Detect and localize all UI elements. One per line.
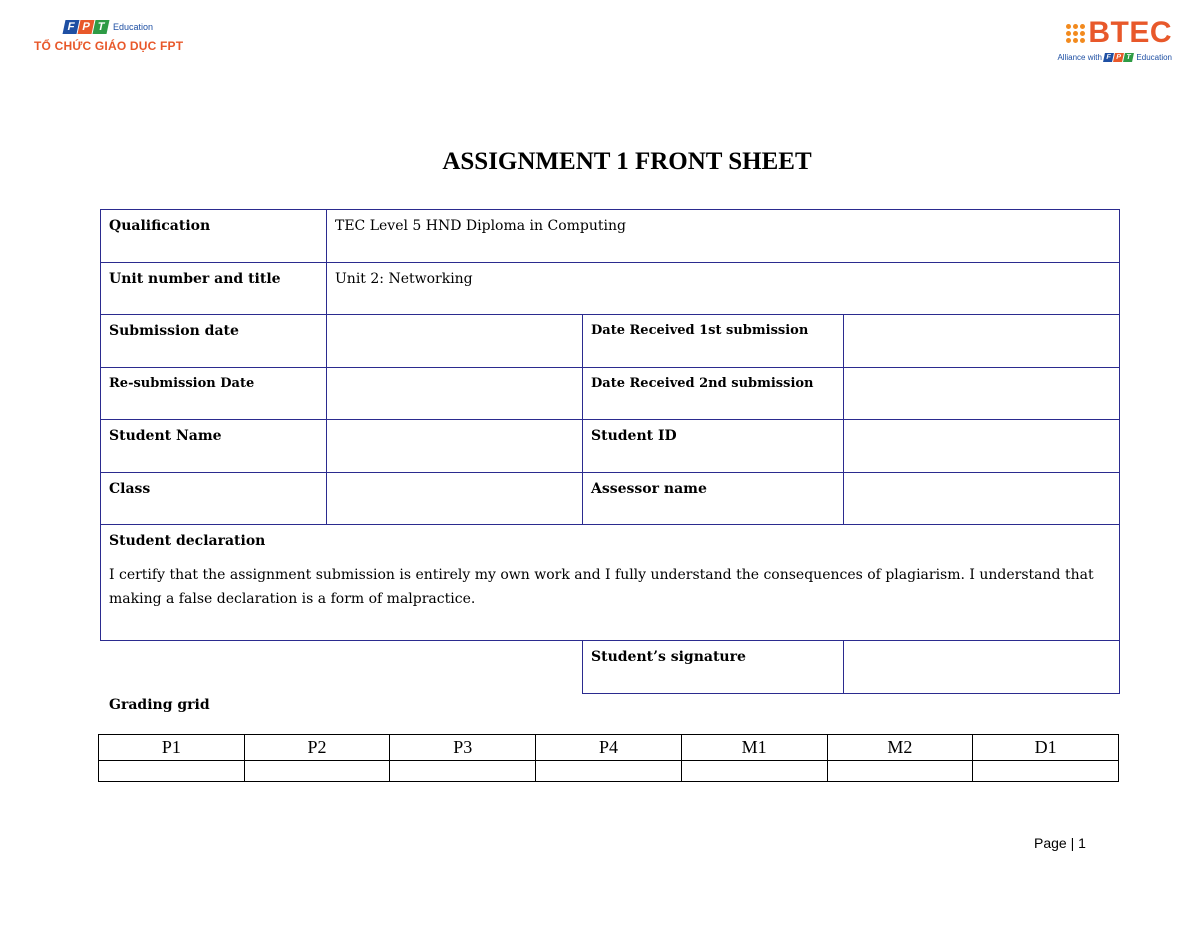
grading-header-row	[99, 735, 1119, 761]
unit-value[interactable]: Unit 2: Networking	[327, 263, 1120, 315]
btec-logo	[1057, 16, 1172, 62]
grading-grid-label: Grading grid	[109, 697, 210, 713]
grade-cell-p3[interactable]	[390, 761, 536, 782]
class-field[interactable]	[327, 473, 583, 525]
mini-tile-t: T	[1123, 53, 1134, 62]
signature-label: Student’s signature	[583, 641, 844, 694]
declaration-row	[101, 525, 1120, 641]
grade-header-p3: P3	[390, 735, 536, 761]
date-received-2-field[interactable]	[844, 368, 1120, 420]
btec-dots-icon	[1066, 24, 1085, 43]
student-name-label: Student Name	[101, 420, 327, 473]
declaration-label: Student declaration	[109, 533, 266, 549]
resubmission-row	[101, 368, 1120, 420]
fpt-mark	[64, 20, 183, 34]
date-received-2-label: Date Received 2nd submission	[583, 368, 844, 420]
declaration-text: I certify that the assignment submission is entirely my own work and I fully understand the consequences of plagiarism. I understand that making a false declaration is a form of malpractice.	[109, 567, 1094, 607]
mini-tile-p: P	[1113, 53, 1124, 62]
grade-cell-m2[interactable]	[827, 761, 973, 782]
signature-spacer	[101, 641, 583, 694]
grade-cell-p2[interactable]	[244, 761, 390, 782]
grade-header-p1: P1	[99, 735, 245, 761]
resubmission-date-field[interactable]	[327, 368, 583, 420]
page-title: ASSIGNMENT 1 FRONT SHEET	[442, 148, 812, 175]
grade-header-p2: P2	[244, 735, 390, 761]
btec-education-text: Education	[1136, 53, 1172, 62]
submission-date-field[interactable]	[327, 315, 583, 368]
grade-header-m1: M1	[681, 735, 827, 761]
grade-cell-p1[interactable]	[99, 761, 245, 782]
unit-row	[101, 263, 1120, 315]
front-sheet-table	[100, 209, 1120, 694]
fpt-tile-f: F	[63, 20, 80, 34]
mini-tile-f: F	[1103, 53, 1114, 62]
organization-name: TỔ CHỨC GIÁO DỤC FPT	[34, 39, 184, 53]
grade-cell-d1[interactable]	[973, 761, 1119, 782]
class-row	[101, 473, 1120, 525]
signature-field[interactable]	[844, 641, 1120, 694]
btec-alliance-text: Alliance with	[1057, 53, 1102, 62]
date-received-1-field[interactable]	[844, 315, 1120, 368]
resubmission-date-label: Re-submission Date	[101, 368, 327, 420]
unit-label: Unit number and title	[101, 263, 327, 315]
grading-value-row	[99, 761, 1119, 782]
declaration-cell	[101, 525, 1120, 641]
grade-header-m2: M2	[827, 735, 973, 761]
student-row	[101, 420, 1120, 473]
grade-header-d1: D1	[973, 735, 1119, 761]
student-id-label: Student ID	[583, 420, 844, 473]
qualification-row	[101, 210, 1120, 263]
btec-wordmark: BTEC	[1088, 16, 1172, 49]
date-received-1-label: Date Received 1st submission	[583, 315, 844, 368]
fpt-tile-t: T	[93, 20, 110, 34]
page-number: Page | 1	[1034, 835, 1086, 851]
btec-alliance	[1057, 53, 1172, 62]
submission-row	[101, 315, 1120, 368]
student-name-field[interactable]	[327, 420, 583, 473]
grade-cell-p4[interactable]	[536, 761, 682, 782]
qualification-value[interactable]: TEC Level 5 HND Diploma in Computing	[327, 210, 1120, 263]
qualification-label: Qualification	[101, 210, 327, 263]
class-label: Class	[101, 473, 327, 525]
assessor-field[interactable]	[844, 473, 1120, 525]
fpt-tile-p: P	[78, 20, 95, 34]
signature-row	[101, 641, 1120, 694]
grading-grid	[98, 734, 1119, 782]
fpt-education-text: Education	[113, 22, 154, 32]
grade-cell-m1[interactable]	[681, 761, 827, 782]
grade-header-p4: P4	[536, 735, 682, 761]
assessor-label: Assessor name	[583, 473, 844, 525]
submission-date-label: Submission date	[101, 315, 327, 368]
fpt-logo	[34, 20, 183, 53]
student-id-field[interactable]	[844, 420, 1120, 473]
